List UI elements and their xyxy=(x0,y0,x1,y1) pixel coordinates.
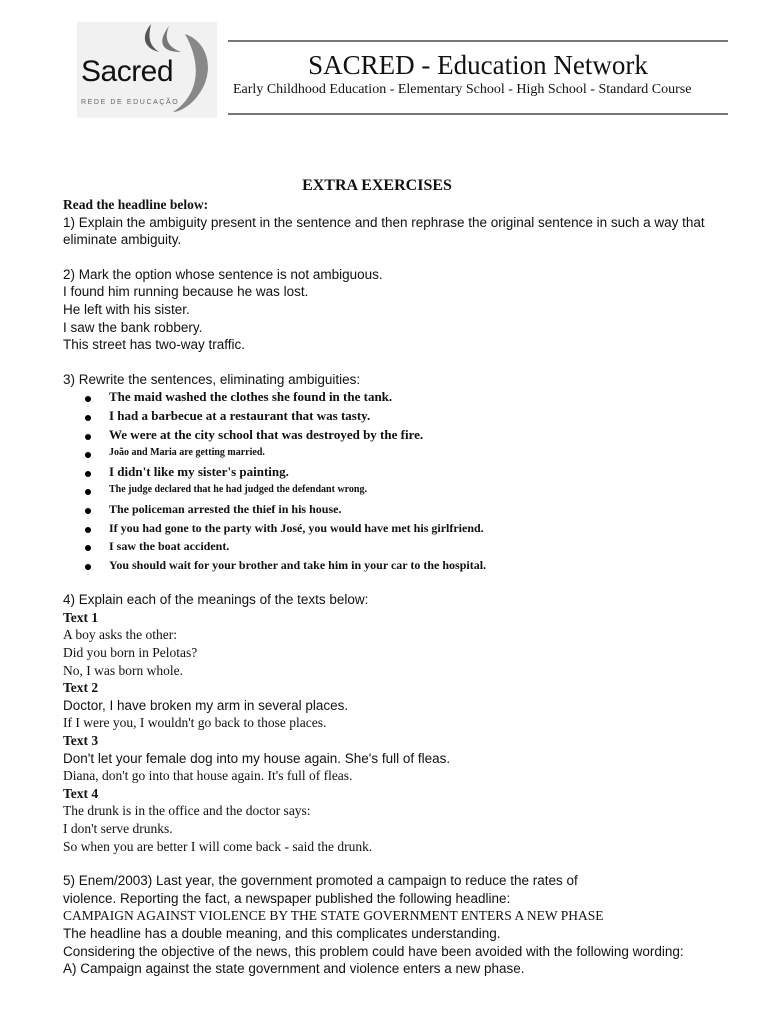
intro-heading: Read the headline below: xyxy=(63,197,209,212)
q1-line-2: eliminate ambiguity. xyxy=(63,232,182,248)
text2-line: If I were you, I wouldn't go back to those places. xyxy=(63,715,327,731)
q1-line-1: 1) Explain the ambiguity present in the sentence and then rephrase the original sentence in such a way that xyxy=(63,214,705,230)
bullet-icon xyxy=(85,508,91,514)
header-rule-top xyxy=(228,40,728,42)
list-item: The judge declared that he had judged the defendant wrong. xyxy=(63,481,703,500)
q2-prompt: 2) Mark the option whose sentence is not ambiguous. xyxy=(63,266,383,282)
bullet-icon xyxy=(85,452,91,458)
q5-line-2: violence. Reporting the fact, a newspaper published the following headline: xyxy=(63,890,511,906)
page-header xyxy=(0,0,768,125)
bullet-icon xyxy=(85,471,91,477)
bullet-icon xyxy=(85,527,91,533)
text4-line: I don't serve drunks. xyxy=(63,821,173,836)
bullet-icon xyxy=(85,396,91,402)
q5-line-4: Considering the objective of the news, this problem could have been avoided with the following wording: xyxy=(63,943,684,959)
logo-tagline: REDE DE EDUCAÇÃO xyxy=(81,99,180,106)
document-body xyxy=(63,176,703,978)
bullet-icon xyxy=(85,415,91,421)
text2-line: Doctor, I have broken my arm in several places. xyxy=(63,697,349,713)
logo xyxy=(77,22,217,118)
q2-option: This street has two-way traffic. xyxy=(63,337,246,353)
text1-label: Text 1 xyxy=(63,609,99,625)
list-item: I saw the boat accident. xyxy=(63,537,703,556)
logo-text: Sacred xyxy=(81,55,174,88)
q2-option: He left with his sister. xyxy=(63,301,190,317)
list-item: The policeman arrested the thief in his house. xyxy=(63,500,703,519)
header-subtitle: Early Childhood Education - Elementary School - High School - Standard Course xyxy=(233,82,692,97)
text1-line: No, I was born whole. xyxy=(63,662,183,678)
bullet-icon xyxy=(85,434,91,440)
q2-option: I found him running because he was lost. xyxy=(63,284,309,300)
text3-label: Text 3 xyxy=(63,733,99,749)
q5-option-a: A) Campaign against the state government and violence enters a new phase. xyxy=(63,961,525,977)
q3-prompt: 3) Rewrite the sentences, eliminating ambiguities: xyxy=(63,371,361,387)
q3-list xyxy=(63,388,703,574)
bullet-icon xyxy=(85,545,91,551)
text1-line: Did you born in Pelotas? xyxy=(63,645,198,661)
header-rule-bottom xyxy=(228,113,728,115)
list-item: I had a barbecue at a restaurant that was tasty. xyxy=(63,407,703,426)
bullet-icon xyxy=(85,564,91,570)
text1-line: A boy asks the other: xyxy=(63,627,177,643)
list-item: I didn't like my sister's painting. xyxy=(63,463,703,482)
list-item: We were at the city school that was destroyed by the fire. xyxy=(63,426,703,445)
q5-line-1: 5) Enem/2003) Last year, the government promoted a campaign to reduce the rates of xyxy=(63,873,578,889)
q5-headline: CAMPAIGN AGAINST VIOLENCE BY THE STATE GOVERNMENT ENTERS A NEW PHASE xyxy=(63,908,604,924)
q2-option: I saw the bank robbery. xyxy=(63,319,203,335)
page-title: EXTRA EXERCISES xyxy=(302,177,452,194)
bullet-icon xyxy=(85,489,91,495)
header-title: SACRED - Education Network xyxy=(308,50,648,80)
text2-label: Text 2 xyxy=(63,680,99,696)
text3-line: Diana, don't go into that house again. It's full of fleas. xyxy=(63,768,353,784)
list-item: João and Maria are getting married. xyxy=(63,444,703,463)
text4-line: The drunk is in the office and the doctor says: xyxy=(63,803,311,819)
text4-label: Text 4 xyxy=(63,785,99,801)
q4-prompt: 4) Explain each of the meanings of the texts below: xyxy=(63,592,369,608)
list-item: You should wait for your brother and take him in your car to the hospital. xyxy=(63,556,703,575)
list-item: If you had gone to the party with José, you would have met his girlfriend. xyxy=(63,519,703,538)
q5-line-3: The headline has a double meaning, and this complicates understanding. xyxy=(63,925,501,941)
text4-line: So when you are better I will come back - said the drunk. xyxy=(63,838,373,854)
text3-line: Don't let your female dog into my house again. She's full of fleas. xyxy=(63,750,451,766)
list-item: The maid washed the clothes she found in the tank. xyxy=(63,388,703,407)
